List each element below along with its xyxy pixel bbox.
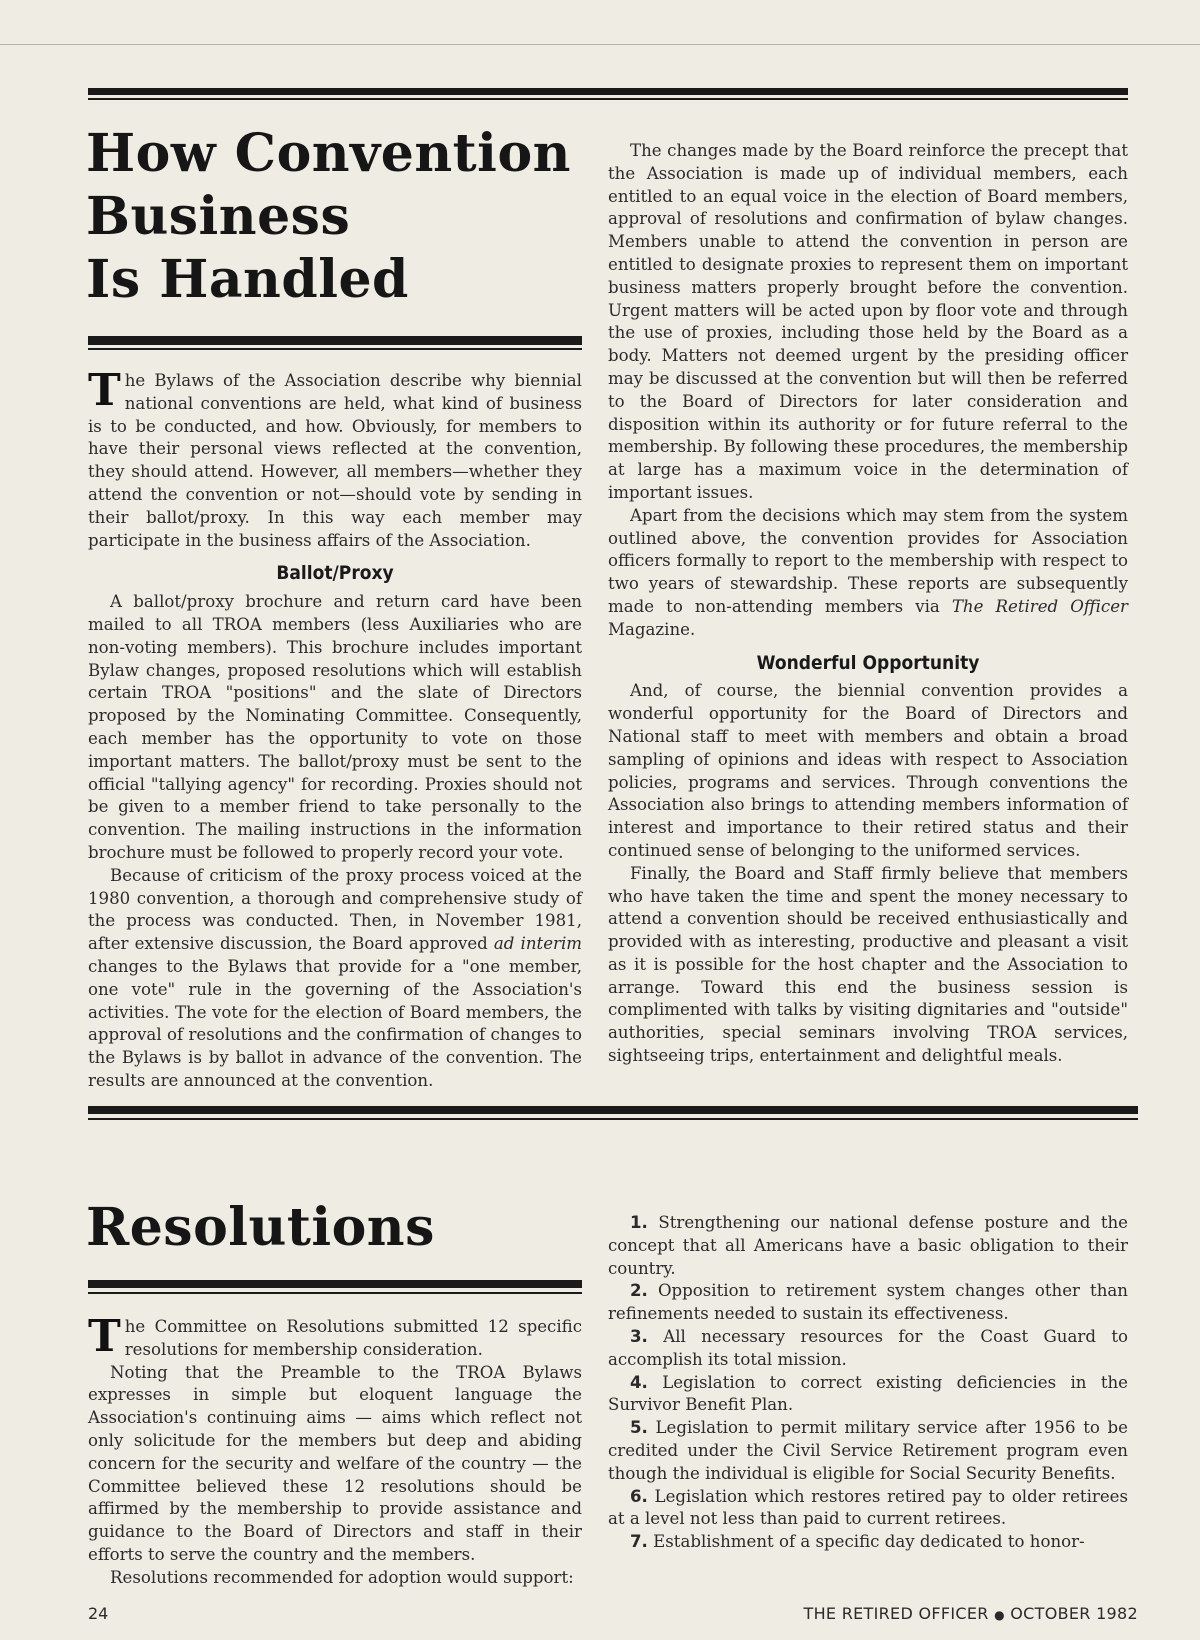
subhead-ballot-proxy: Ballot/Proxy <box>276 562 394 585</box>
text-run: Magazine. <box>608 619 696 639</box>
article-right-column <box>608 140 1128 1068</box>
magazine-title: THE RETIRED OFFICER <box>803 1604 989 1623</box>
intro-text: he Committee on Resolutions submitted 12 specific resolutions for membership consideration. <box>124 1317 582 1359</box>
paragraph: And, of course, the biennial convention provides a wonderful opportunity for the Board of Directors and National staff to meet with members and obtain a broad sampling of opinions and ideas with respect to Association policies, programs and services. Through conventions the Association also brings to attending members information of interest and importance to their retired status and their continued sense of belonging to the uniformed services. <box>608 681 1128 860</box>
text-run: Apart from the decisions which may stem from the system outlined above, the convention provides for Association officers formally to report to the membership with respect to two years of stewardship. These reports are subsequently made to non-attending members via <box>608 505 1128 616</box>
intro-text: he Bylaws of the Association describe why biennial national conventions are held, what kind of business is to be conducted, and how. Obviously, for members to have their personal views reflected at the convention, they should attend. However, all members—whether they attend the convention or not—should vote by sending in their ballot/proxy. In this way each member may participate in the business affairs of the Association. <box>88 371 582 550</box>
subhead-wonderful-opportunity: Wonderful Opportunity <box>756 651 980 674</box>
item-text: All necessary resources for the Coast Guard to accomplish its total mission. <box>608 1326 1128 1369</box>
resolutions-rule-thin <box>88 1292 582 1294</box>
item-text: Establishment of a specific day dedicated to honor- <box>653 1532 1085 1552</box>
item-number: 1. <box>630 1213 648 1232</box>
item-text: Strengthening our national defense posture and the concept that all Americans have a basic obligation to their country. <box>608 1213 1128 1278</box>
issue-date: OCTOBER 1982 <box>1010 1604 1138 1623</box>
drop-cap: T <box>88 1311 121 1362</box>
bullet-icon: ● <box>994 1608 1005 1622</box>
item-number: 7. <box>630 1532 648 1552</box>
headline-line-2: Business <box>86 186 351 247</box>
headline-rule-thin <box>88 348 582 350</box>
resolution-item <box>608 1280 1128 1326</box>
paragraph: The changes made by the Board reinforce the precept that the Association is made up of individual members, each entitled to an equal voice in the election of Board members, approval of resolutions and confirmation of bylaw changes. Members unable to attend the convention in person are entitled to designate proxies to represent them on important business matters properly brought before the convention. Urgent matters will be acted upon by floor vote and through the use of proxies, including those held by the Board as a body. Matters not deemed urgent by the presiding officer may be discussed at the convention but will then be referred to the Board of Directors for later consideration and disposition within its authority or for future referral to the membership. By following these procedures, the membership at large has a maximum voice in the determination of important issues. <box>608 141 1128 502</box>
paragraph <box>608 505 1128 642</box>
paragraph: Resolutions recommended for adoption would support: <box>110 1567 574 1587</box>
item-number: 3. <box>630 1326 648 1346</box>
paragraph: Noting that the Preamble to the TROA Bylaws expresses in simple but eloquent language the Association's continuing aims — aims which reflect not only solicitude for the members but deep and abiding concern for the security and welfare of the country — the Committee believed these 12 resolutions should be affirmed by the membership to provide assistance and guidance to the Board of Directors and staff in their efforts to serve the country and the members. <box>88 1362 582 1564</box>
resolutions-headline: Resolutions <box>86 1197 435 1258</box>
text-run: Because of criticism of the proxy process voiced at the 1980 convention, a thorough and comprehensive study of the process was conducted. Then, in November 1981, after extensive discussion, the Board approved <box>88 865 582 954</box>
resolution-item <box>608 1486 1128 1532</box>
running-footer <box>804 1604 1138 1623</box>
page-number: 24 <box>88 1604 109 1623</box>
resolution-item <box>608 1212 1128 1280</box>
resolution-item <box>608 1417 1128 1485</box>
paragraph: Finally, the Board and Staff firmly believe that members who have taken the time and spent the money necessary to attend a convention should be received enthusiastically and provided with as interesting, productive and pleasant a visit as it is possible for the host chapter and the Association to arrange. Toward this end the business session is complimented with talks by visiting dignitaries and "outside" authorities, special seminars involving TROA services, sightseeing trips, entertainment and delightful meals. <box>608 863 1128 1066</box>
headline-line-1: How Convention <box>86 123 571 184</box>
headline-line-3: Is Handled <box>86 249 409 310</box>
resolutions-left-column <box>88 1311 582 1590</box>
item-number: 2. <box>630 1281 648 1301</box>
article-headline <box>86 122 571 311</box>
section-rule <box>88 1106 1138 1114</box>
item-text: Legislation to permit military service after 1956 to be credited under the Civil Service Retirement program even though the individual is eligible for Social Security Benefits. <box>608 1418 1128 1483</box>
item-number: 4. <box>630 1372 648 1392</box>
drop-cap: T <box>88 365 121 416</box>
headline-rule <box>88 336 582 345</box>
text-run: changes to the Bylaws that provide for a "one member, one vote" rule in the governing of the Association's activities. The vote for the election of Board members, the approval of resolutions and the confirmation of changes to the Bylaws is by ballot in advance of the convention. The results are announced at the convention. <box>88 956 582 1090</box>
item-text: Opposition to retirement system changes other than refinements needed to sustain its effectiveness. <box>608 1281 1128 1324</box>
intro-paragraph <box>88 365 582 552</box>
item-text: Legislation to correct existing deficiencies in the Survivor Benefit Plan. <box>608 1372 1128 1415</box>
resolutions-rule <box>88 1280 582 1288</box>
resolutions-intro <box>88 1311 582 1362</box>
italic-text: The Retired Officer <box>951 596 1128 616</box>
item-number: 6. <box>630 1486 648 1506</box>
resolution-item <box>608 1372 1128 1418</box>
resolution-item <box>608 1531 1128 1554</box>
top-rule <box>88 88 1128 95</box>
section-rule-thin <box>88 1118 1138 1120</box>
italic-text: ad interim <box>493 934 582 954</box>
paragraph <box>88 865 582 1093</box>
item-number: 5. <box>630 1418 648 1438</box>
top-rule-thin <box>88 98 1128 100</box>
paragraph: A ballot/proxy brochure and return card have been mailed to all TROA members (less Auxiliaries who are non-voting members). This brochure includes important Bylaw changes, proposed resolutions which will establish certain TROA "positions" and the slate of Directors proposed by the Nominating Committee. Consequently, each member has the opportunity to vote on those important matters. The ballot/proxy must be sent to the official "tallying agency" for recording. Proxies should not be given to a member friend to take personally to the convention. The mailing instructions in the information brochure must be followed to properly record your vote. <box>88 592 582 862</box>
resolution-item <box>608 1326 1128 1372</box>
resolutions-list <box>608 1212 1128 1554</box>
page-top-edge <box>0 44 1200 45</box>
item-text: Legislation which restores retired pay to older retirees at a level not less than paid to current retirees. <box>608 1486 1128 1529</box>
article-left-column <box>88 365 582 1093</box>
